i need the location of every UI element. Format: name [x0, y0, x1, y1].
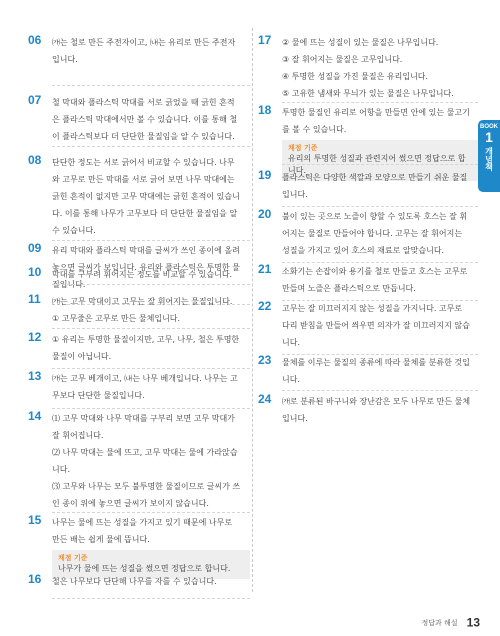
text-line: ⑤ 고유한 냄새와 무늬가 있는 물질은 나무입니다. — [282, 89, 454, 98]
text-line: ㈎는 고무 막대이고 고무는 잘 휘어지는 물질입니다. — [52, 297, 233, 306]
text-line: 수 있습니다. — [52, 226, 96, 235]
answer-item-22 — [258, 300, 478, 351]
text-line: 입니다. — [282, 414, 308, 423]
scoring-criteria-tag: 채점 기준 — [58, 554, 88, 562]
answer-item-14 — [28, 410, 250, 512]
separator — [52, 240, 250, 241]
page-number: 13 — [466, 615, 480, 630]
text-line: 이 플라스틱보다 더 단단한 물질임을 알 수 있습니다. — [52, 132, 235, 141]
book-title-text: 개념책 — [484, 147, 494, 171]
item-number: 06 — [28, 33, 42, 47]
text-line: 만든 배는 쉽게 물에 뜹니다. — [52, 535, 150, 544]
scoring-criteria-tag: 채점 기준 — [288, 144, 318, 152]
separator — [282, 164, 478, 165]
separator — [52, 512, 250, 513]
text-line: ⑴ 고무 막대와 나무 막대를 구부리 보면 고무 막대가 — [52, 414, 235, 423]
text-line: 막대를 구부려 휘어지는 정도를 비교할 수 있습니다. — [52, 270, 233, 279]
text-line: ㈎로 분류된 바구니와 장난감은 모두 나무로 만든 물체 — [282, 397, 471, 406]
text-line: 투명한 물질인 유리로 어항을 만들면 안에 있는 물고기 — [282, 108, 470, 117]
separator — [52, 284, 250, 285]
page-footer — [422, 612, 481, 631]
text-line: 다리 받침을 만들어 씌우면 의자가 잘 미끄러지지 않습 — [282, 321, 470, 330]
text-line: 만들며 노즐은 플라스틱으로 만듭니다. — [282, 284, 416, 293]
text-line: 성질을 가지고 있어 호스의 재료로 알맞습니다. — [282, 246, 445, 255]
separator — [52, 598, 250, 599]
item-number: 11 — [28, 292, 41, 306]
text-line: 다. 이를 통해 나무가 고무보다 더 단단한 물질임을 알 — [52, 209, 238, 218]
answer-item-16 — [28, 573, 250, 590]
item-number: 08 — [28, 153, 42, 167]
text-line: ㈎는 철로 만든 주전자이고, ㈏는 유리로 만든 주전자 — [52, 38, 236, 47]
text-line: ③ 잘 휘어지는 물질은 고무입니다. — [282, 55, 403, 64]
answer-item-17 — [258, 34, 478, 102]
item-number: 12 — [28, 330, 42, 344]
separator — [52, 368, 250, 369]
item-number: 16 — [28, 572, 42, 586]
text-line: 불이 있는 곳으로 노즐이 향할 수 있도록 호스는 잘 휘 — [282, 212, 468, 221]
separator — [52, 146, 250, 147]
text-line: 고무는 잘 미끄러지지 않는 성질을 가지니다. 고무로 — [282, 304, 463, 313]
text-line: 를 볼 수 있습니다. — [282, 125, 347, 134]
text-line: ① 고무줄은 고무로 만든 물체입니다. — [52, 314, 181, 323]
text-line: 무보다 단단한 물질입니다. — [52, 391, 145, 400]
answer-item-11 — [28, 293, 250, 327]
book-label: BOOK — [480, 124, 498, 130]
item-number: 21 — [258, 262, 272, 276]
text-line: 긁힌 흔적이 없지만 고무 막대에는 긁힌 흔적이 있습니 — [52, 192, 240, 201]
text-line: 철 막대와 플라스틱 막대를 서로 긁었을 때 긁힌 흔적 — [52, 98, 235, 107]
answer-item-20 — [258, 208, 478, 259]
text-line: 니다. — [282, 375, 300, 384]
text-line: 입니다. — [282, 190, 308, 199]
answer-item-23 — [258, 354, 478, 388]
text-line: 물질이 아닙니다. — [52, 352, 112, 361]
separator — [52, 85, 250, 86]
text-line: 니다. — [52, 465, 70, 474]
separator — [52, 408, 250, 409]
text-line: 질입니다. — [52, 280, 86, 289]
column-divider — [252, 28, 253, 592]
answer-item-10 — [28, 266, 250, 283]
text-line: 잘 휘어집니다. — [52, 431, 104, 440]
item-number: 18 — [258, 103, 272, 117]
item-number: 09 — [28, 241, 42, 255]
book-title — [478, 147, 500, 171]
answer-item-07 — [28, 94, 250, 145]
text-line: 놓으면 글씨가 보입니다. 유리와 플라스틱은 투명한 물 — [52, 263, 240, 272]
book-side-tab — [478, 120, 500, 192]
scoring-criteria-text: 유리의 투명한 성질과 관련지어 썼으면 정답으로 합니다. — [288, 154, 466, 175]
item-number: 17 — [258, 33, 272, 47]
answer-item-06 — [28, 34, 250, 68]
text-line: ⑶ 고무와 나무는 모두 불투명한 물질이므로 글씨가 쓰 — [52, 482, 241, 491]
text-line: 어지는 물질로 만들어야 합니다. 고무는 잘 휘어지는 — [282, 229, 463, 238]
answer-item-12 — [28, 331, 250, 365]
text-line: 나무는 물에 뜨는 성질을 가지고 있기 때문에 나무로 — [52, 518, 233, 527]
answer-item-19 — [258, 169, 478, 203]
item-number: 20 — [258, 207, 272, 221]
text-line: 유리 막대와 플라스틱 막대를 글씨가 쓰인 종이에 올려 — [52, 246, 240, 255]
book-number: 1 — [485, 129, 493, 145]
separator — [282, 102, 478, 103]
text-line: 물체를 이루는 물질의 종류에 따라 물체를 분류한 것입 — [282, 358, 470, 367]
separator — [52, 328, 250, 329]
text-line: ⑵ 나무 막대는 물에 뜨고, 고무 막대는 물에 가라앉습 — [52, 448, 238, 457]
text-line: 은 플라스틱 막대에서만 볼 수 있습니다. 이를 통해 철 — [52, 115, 238, 124]
item-number: 23 — [258, 353, 272, 367]
item-number: 14 — [28, 409, 42, 423]
answer-item-24 — [258, 393, 478, 427]
text-line: ① 유리는 투명한 물질이지만, 고무, 나무, 철은 투명한 — [52, 335, 240, 344]
item-number: 13 — [28, 369, 42, 383]
answer-item-15 — [28, 514, 250, 579]
text-line: 철은 나무보다 단단해 나무를 자를 수 있습니다. — [52, 577, 217, 586]
item-number: 19 — [258, 168, 272, 182]
text-line: ② 물에 뜨는 성질이 있는 물질은 나무입니다. — [282, 38, 439, 47]
text-line: 입니다. — [52, 55, 78, 64]
item-number: 10 — [28, 265, 42, 279]
text-line: 니다. — [282, 338, 300, 347]
separator — [282, 390, 478, 391]
text-line: 와 고무로 만든 막대를 서로 긁어 보면 나무 막대에는 — [52, 175, 235, 184]
scoring-criteria-text: 나무가 물에 뜨는 성질을 썼으면 정답으로 합니다. — [58, 564, 231, 573]
item-number: 15 — [28, 513, 42, 527]
answer-item-21 — [258, 263, 478, 297]
separator — [282, 206, 478, 207]
text-line: 단단한 정도는 서로 긁어서 비교할 수 있습니다. 나무 — [52, 158, 235, 167]
item-number: 07 — [28, 93, 42, 107]
text-line: 플라스틱은 다양한 색깔과 모양으로 만들기 쉬운 물질 — [282, 173, 468, 182]
answer-item-13 — [28, 370, 250, 404]
text-line: 소화기는 손잡이와 용기를 철로 만들고 호스는 고무로 — [282, 267, 468, 276]
item-number: 24 — [258, 392, 272, 406]
item-number: 22 — [258, 299, 272, 313]
answer-item-08 — [28, 154, 250, 239]
text-line: ④ 투명한 성질을 가진 물질은 유리입니다. — [282, 72, 429, 81]
text-line: ㈎는 고무 베개이고, ㈏는 나무 베개입니다. 나무는 고 — [52, 374, 238, 383]
text-line: 인 종이 위에 놓으면 글씨가 보이지 않습니다. — [52, 499, 209, 508]
footer-label: 정답과 해설 — [421, 618, 458, 627]
